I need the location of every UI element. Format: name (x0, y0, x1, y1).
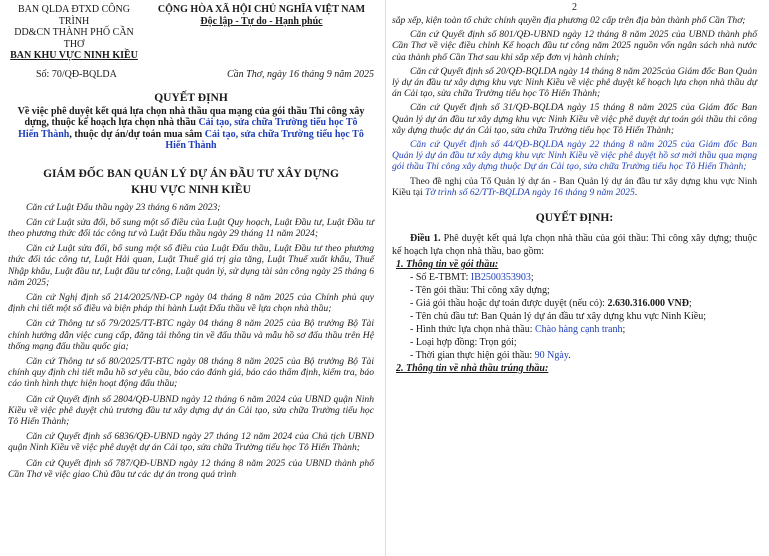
agency-line-2: DD&CN THÀNH PHỐ CẦN THƠ (14, 27, 134, 50)
legal-basis-item: Căn cứ Quyết định số 787/QĐ-UBND ngày 12 tháng 8 năm 2025 của UBND thành phố Cần Thơ về việc giao Chủ đầu tư các dự án trong quá trình (8, 457, 374, 480)
ebmt-label: - Số E-TBMT: (410, 272, 471, 284)
duration-label: - Thời gian thực hiện gói thầu: (410, 350, 535, 362)
article-1-text: Phê duyệt kết quả lựa chọn nhà thầu của gói thầu: Thi công xây dựng; thuộc kế hoạch lựa chọn nhà thầu, bao gồm: (392, 233, 757, 258)
page-2 (385, 0, 769, 556)
section-package-info (392, 258, 757, 271)
basis-decision-31: Căn cứ Quyết định số 31/QĐ-BQLDA ngày 15 tháng 8 năm 2025 của Giám đốc Ban Quản lý dự án đầu tư xây dựng khu vực Ninh Kiều về việc phê duyệt dự toán gói thầu thi công xây dựng thuộc dự án Cải tạo, sửa chữa Trường tiểu học Tô Hiến Thành; (392, 102, 757, 136)
subject-part-3: , thuộc dự án/dự toán mua sắm (69, 128, 205, 140)
ebmt-end: ; (530, 272, 534, 284)
duration-end: . (568, 350, 571, 362)
proposal-text: Theo đề nghị của Tổ Quản lý dự án - Ban Quản lý dự án đầu tư xây dựng khu vực Ninh Kiều tại (392, 175, 757, 198)
document-subject (14, 106, 368, 152)
agency-line-1: BAN QLDA ĐTXD CÔNG TRÌNH (18, 4, 130, 27)
subject-part-2: Cải tạo, sửa chữa Trường tiểu học Tô Hiến Thành (18, 117, 358, 140)
contract-type-row: - Loại hợp đồng: Trọn gói; (410, 337, 517, 349)
place-date: Cần Thơ, ngày 16 tháng 9 năm 2025 (226, 68, 374, 80)
article-1-label: Điều 1. (410, 233, 441, 245)
document-number: Số: 70/QĐ-BQLDA (36, 68, 117, 80)
decision-heading: QUYẾT ĐỊNH: (535, 212, 614, 225)
price-end: ; (688, 298, 692, 310)
basis-decision-20: Căn cứ Quyết định số 20/QĐ-BQLDA ngày 14 tháng 8 năm 2025của Giám đốc Ban Quản lý dự án đầu tư xây dựng khu vực Ninh Kiều về việc phê duyệt kế hoạch lựa chọn nhà thầu dự án Cải tạo, sửa chữa Trường tiểu học Tô Hiến Thành; (392, 65, 757, 100)
issuer-line-1: GIÁM ĐỐC BAN QUẢN LÝ DỰ ÁN ĐẦU TƯ XÂY DỰNG (43, 167, 339, 180)
national-block (149, 4, 374, 62)
page-1 (0, 0, 384, 556)
basis-decision-801: Căn cứ Quyết định số 801/QĐ-UBND ngày 12 tháng 8 năm 2025 của UBND thành phố Cần Thơ về việc điều chỉnh Kế hoạch đầu tư công năm 2025 nguồn vốn ngân sách nhà nước của thành phố Cần Thơ sau khi sắp xếp đơn vị hành chính; (392, 29, 757, 63)
form-row (392, 323, 757, 336)
price-value: 2.630.316.000 VNĐ (607, 298, 689, 310)
price-label: - Giá gói thầu hoặc dự toán được duyệt (nếu có): (410, 298, 608, 310)
form-end: ; (622, 324, 626, 336)
issuer-line-2: KHU VỰC NINH KIỀU (131, 183, 251, 196)
legal-basis-item: Căn cứ Luật sửa đổi, bổ sung một số điều của Luật Đấu thầu, Luật Đầu tư theo phương thức đối tác công tư, Luật Hải quan, Luật Thuế giá trị gia tăng, Luật Thuế xuất khẩu, Thuế Nhập khẩu, Luật đầu tư, Luật đầu tư công, Luật quản lý, sử dụng tài sản công ngày 25 tháng 6 năm 2025; (8, 243, 374, 288)
national-motto: Độc lập - Tự do - Hạnh phúc (200, 15, 323, 27)
section-winner-info (392, 362, 757, 375)
proposal-end: . (634, 186, 638, 198)
proposal-reference: Tờ trình số 62/TTr-BQLDA ngày 16 tháng 9 năm 2025 (425, 186, 635, 198)
ebmt-value: IB2500353903 (470, 272, 531, 284)
section-1-title: 1. Thông tin về gói thầu: (396, 259, 499, 271)
basis-continuation: sắp xếp, kiện toàn tổ chức chính quyền địa phương 02 cấp trên địa bàn thành phố Cần Thơ; (392, 15, 746, 26)
document-title: QUYẾT ĐỊNH (154, 91, 228, 104)
legal-basis-item: Căn cứ Quyết định số 6836/QĐ-UBND ngày 27 tháng 12 năm 2024 của Chủ tịch UBND quận Ninh Kiều về việc phê duyệt dự án Cải tạo, sửa chữa Trường tiểu học Tô Hiến Thành; (8, 431, 374, 454)
proposal-paragraph (392, 176, 757, 198)
price-row (392, 297, 757, 310)
article-1 (392, 232, 757, 258)
legal-basis-item: Căn cứ Nghị định số 214/2025/NĐ-CP ngày 04 tháng 8 năm 2025 của Chính phủ quy định chi tiết một số điều và biện pháp thi hành Luật Đấu thầu về lựa chọn nhà thầu; (8, 291, 374, 315)
basis-decision-44: Căn cứ Quyết định số 44/QĐ-BQLDA ngày 22 tháng 8 năm 2025 của Giám đốc Ban Quản lý dự án đầu tư xây dựng khu vực Ninh Kiều về việc phê duyệt hồ sơ mời thầu qua mạng gói thầu Thi công xây dựng thuộc Dự án Cải tạo, sửa chữa Trường tiểu học Tô Hiến Thành; (392, 139, 757, 173)
ebmt-row (392, 271, 757, 284)
duration-row (392, 349, 757, 362)
form-label: - Hình thức lựa chọn nhà thầu: (410, 324, 535, 336)
legal-basis-item: Căn cứ Luật sửa đổi, bổ sung một số điều của Luật Quy hoạch, Luật Đầu tư, Luật Đầu tư theo phương thức đối tác công tư và Luật Đấu thầu ngày 29 tháng 11 năm 2024; (8, 216, 374, 239)
legal-basis-item: Căn cứ Thông tư số 79/2025/TT-BTC ngày 04 tháng 8 năm 2025 của Bộ trưởng Bộ Tài chính hướng dẫn việc cung cấp, đăng tải thông tin về đấu thầu và mẫu hồ sơ đấu thầu trên Hệ thống mạng đấu thầu quốc gia; (8, 318, 374, 352)
legal-basis-item: Căn cứ Luật Đấu thầu ngày 23 tháng 6 năm 2023; (26, 201, 221, 213)
legal-basis-item: Căn cứ Thông tư số 80/2025/TT-BTC ngày 08 tháng 8 năm 2025 của Bộ trưởng Bộ Tài chính quy định chi tiết mẫu hồ sơ yêu cầu, báo cáo đánh giá, báo cáo thẩm định, kiểm tra, báo cáo tình hình thực hiện hoạt động đấu thầu; (8, 355, 374, 390)
agency-block (8, 4, 140, 62)
number-date-row (8, 69, 374, 80)
section-2-title: 2. Thông tin về nhà thầu trúng thầu: (396, 363, 549, 375)
package-name: - Tên gói thầu: Thi công xây dựng; (410, 285, 550, 297)
issuer-heading (8, 166, 374, 198)
agency-line-3: BAN KHU VỰC NINH KIỀU (10, 50, 138, 61)
page-number: 2 (572, 2, 577, 13)
legal-basis-item: Căn cứ Quyết định số 2804/QĐ-UBND ngày 12 tháng 6 năm 2024 của UBND quận Ninh Kiều về việc phê duyệt chủ trương đầu tư xây dựng dự án Cải tạo, sửa chữa Trường tiểu học Tô Hiến Thành; (8, 393, 374, 427)
form-value: Chào hàng cạnh tranh (534, 324, 623, 336)
subject-part-4: Cải tạo, sửa chữa Trường tiểu học Tô Hiến Thành (165, 128, 364, 151)
legal-bases (8, 202, 374, 480)
nation-name: CỘNG HÒA XÃ HỘI CHỦ NGHĨA VIỆT NAM (157, 4, 366, 15)
duration-value: 90 Ngày (534, 350, 569, 362)
owner-row: - Tên chủ đầu tư: Ban Quản lý dự án đầu tư xây dựng khu vực Ninh Kiều; (410, 311, 707, 323)
subject-part-1: Về việc phê duyệt kết quả lựa chọn nhà thầu qua mạng của gói thầu Thi công xây dựng, thuộc kế hoạch lựa chọn nhà thầu (17, 105, 365, 128)
document-header (8, 4, 374, 62)
